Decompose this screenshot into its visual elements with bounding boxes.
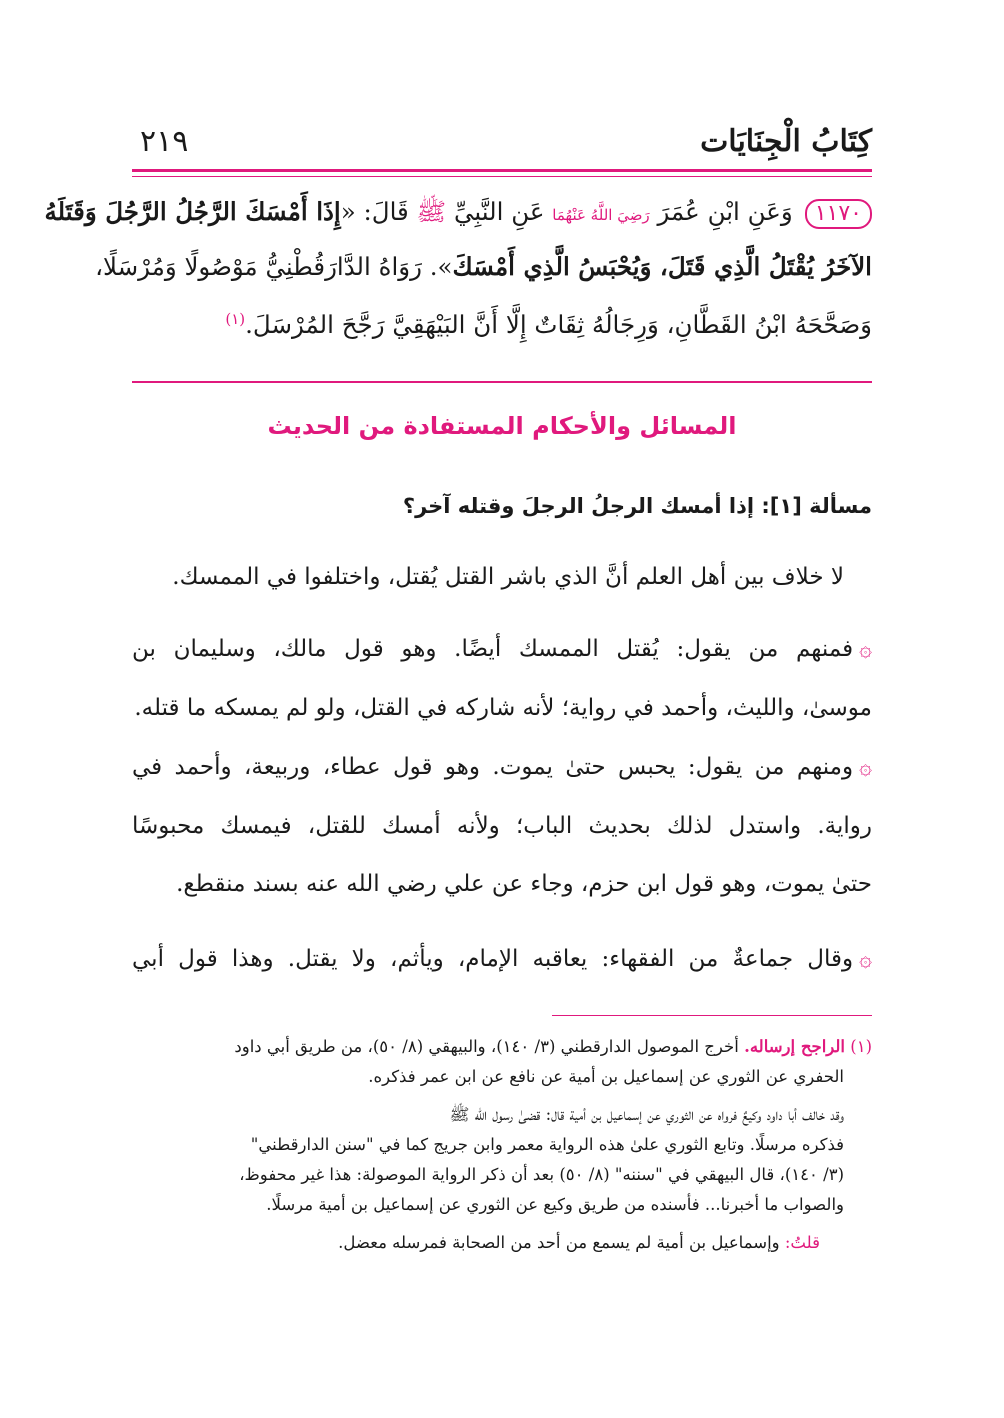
header-rule [132,169,872,172]
footnote-text: أخرج الموصول الدارقطني (٣/ ١٤٠)، والبيهقي (٨/ ٥٠)، من طريق أبي داود [234,1037,745,1056]
paragraph-line [132,930,872,989]
hadith-text: وَصَحَّحَهُ ابْنُ القَطَّانِ، وَرِجَالُهُ ثِقَاتٌ إِلَّا أَنَّ البَيْهَقِيَّ رَجَّحَ المُرْسَلَ. [245,310,872,340]
paragraph [132,738,872,913]
footnote-line [132,1228,872,1258]
paragraph-line [132,620,872,679]
paragraph-line: رواية. واستدل لذلك بحديث الباب؛ ولأنه أمسك للقتل، فيمسك محبوسًا [132,813,872,839]
page-number: ٢١٩ [140,124,189,159]
chapter-title: كِتَابُ الْجِنَايَات [700,124,872,159]
footnote-line [132,1032,872,1062]
book-page [44,0,872,1418]
footnote-line: وقد خالف أبا داود وكيعٌ فرواه عن الثوري عن إسماعيل بن أمية قال: قضىٰ رسول الله ﷺ [449,1105,844,1124]
running-header [132,118,872,168]
paragraph [132,620,872,737]
salutation-glyph: ﷺ [416,197,447,226]
paragraph-text: وقال جماعةٌ من الفقهاء: يعاقبه الإمام، ويأثم، ولا يقتل. وهذا قول أبي [132,946,854,972]
footnote-line: فذكره مرسلًا. وتابع الثوري علىٰ هذه الرواية معمر وابن جريج كما في "سنن الدارقطني" [250,1135,844,1154]
paragraph [132,548,872,606]
hadith-line-3 [132,293,872,351]
hadith-line-1 [44,186,872,241]
hadith-number-badge: ١١٧٠ [805,199,872,229]
footnote-verdict: الراجح إرساله. [744,1037,845,1056]
flower-bullet-icon: ۞ [859,637,872,662]
paragraph-text: فمنهم من يقول: يُقتل الممسك أيضًا. وهو قول مالك، وسليمان بن [132,636,854,662]
footnote-line: والصواب ما أخبرنا... فأسنده من طريق وكيع عن الثوري عن إسماعيل بن أمية مرسلًا. [266,1195,844,1214]
footnote-separator [552,1015,872,1016]
issue-label: مسألة [١]: [761,494,872,518]
footnote-line: (٣/ ١٤٠)، قال البيهقي في "سننه" (٨/ ٥٠) بعد أن ذكر الرواية الموصولة: هذا غير محفوظ، [239,1165,844,1184]
footnote-line: الحفري عن الثوري عن إسماعيل بن أمية عن نافع عن ابن عمر فذكره. [368,1067,844,1086]
hadith-matn: إِذَا أَمْسَكَ الرَّجُلُ الرَّجُلَ وَقَتَلَهُ [44,197,341,226]
paragraph-line [132,738,872,797]
paragraph-line: حتىٰ يموت، وهو قول ابن حزم، وجاء عن علي رضي الله عنه بسند منقطع. [176,871,872,897]
honorific-glyph: رَضِيَ اللَّهُ عَنْهُمَا [552,206,650,224]
hadith-text: ». رَوَاهُ الدَّارَقُطْنِيُّ مَوْصُولًا وَمُرْسَلًا، [95,252,453,281]
hadith-block [44,186,872,351]
footnote-ref[interactable]: (١) [225,310,246,328]
header-rule-thin [132,176,872,177]
hadith-matn: الآخَرُ يُقْتَلُ الَّذِي قَتَلَ، وَيُحْبَسُ الَّذِي أَمْسَكَ [452,252,872,281]
paragraph [132,930,872,989]
flower-bullet-icon: ۞ [859,947,872,972]
paragraph-line: موسىٰ، والليث، وأحمد في رواية؛ لأنه شاركه في القتل، ولو لم يمسكه ما قتله. [134,695,872,721]
issue-question [132,494,872,518]
hadith-line-2 [95,241,872,293]
hadith-text: وَعَنِ ابْنِ عُمَرَ [649,197,793,226]
footnote-qult: قلتُ: [784,1233,820,1252]
footnote-text: وإسماعيل بن أمية لم يسمع من أحد من الصحابة فمرسله معضل. [338,1233,785,1252]
paragraph-line: لا خلاف بين أهل العلم أنَّ الذي باشر القتل يُقتل، واختلفوا في الممسك. [172,564,844,590]
issue-text: إذا أمسك الرجلُ الرجلَ وقتله آخر؟ [402,494,762,518]
paragraph-text: ومنهم من يقول: يحبس حتىٰ يموت. وهو قول عطاء، وربيعة، وأحمد في [132,754,854,780]
hadith-divider [132,381,872,383]
flower-bullet-icon: ۞ [859,755,872,780]
hadith-text: قَالَ: « [340,197,417,226]
footnotes [132,1032,872,1258]
footnote-number: (١) [850,1037,872,1056]
section-heading: المسائل والأحكام المستفادة من الحديث [267,412,737,440]
hadith-text: عَنِ النَّبِيِّ [446,197,553,226]
